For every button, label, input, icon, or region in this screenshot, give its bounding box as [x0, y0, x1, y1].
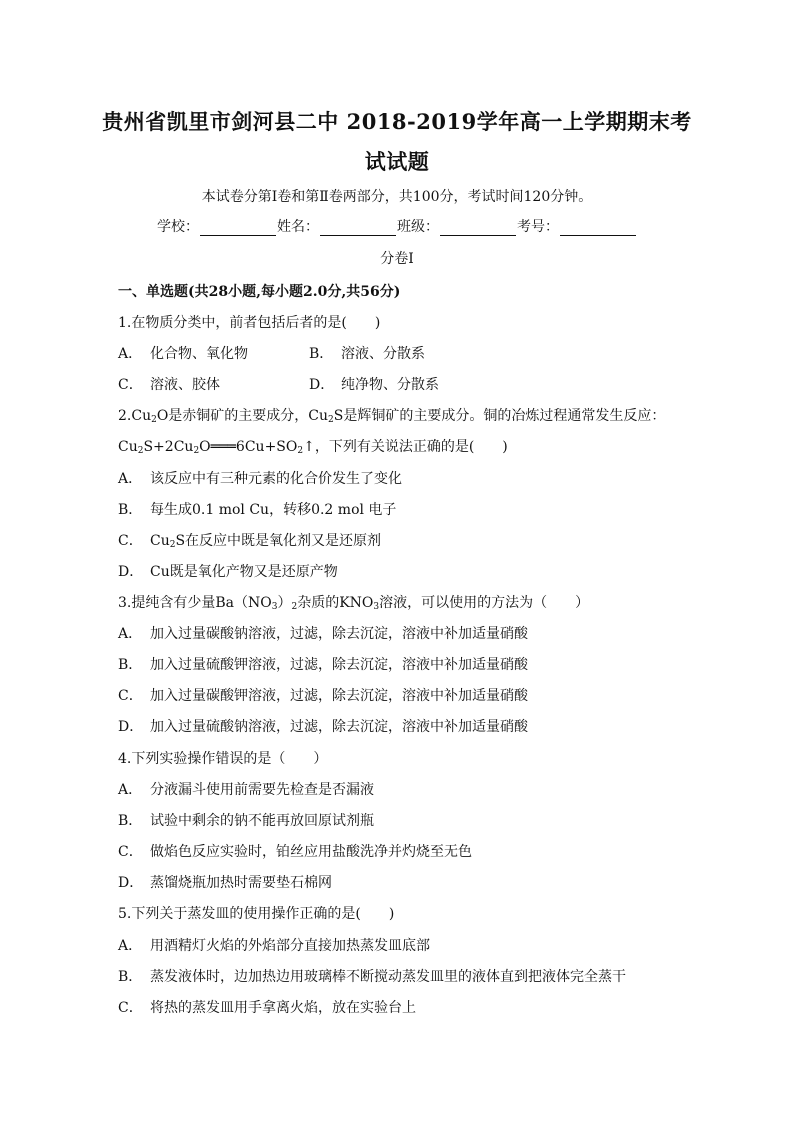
question-1-options-row2: [118, 374, 500, 394]
question-1-options-row1: [118, 343, 500, 363]
q2-option-b[interactable]: B． 每生成0.1 mol Cu，转移0.2 mol 电子: [118, 502, 397, 518]
q3-option-c[interactable]: C． 加入过量碳酸钾溶液，过滤，除去沉淀，溶液中补加适量硝酸: [118, 688, 528, 704]
q2-option-a[interactable]: A． 该反应中有三种元素的化合价发生了变化: [118, 471, 402, 487]
question-1-stem: 1.在物质分类中，前者包括后者的是( ): [118, 315, 381, 331]
number-blank[interactable]: [560, 221, 636, 236]
q4-option-a[interactable]: A． 分液漏斗使用前需要先检查是否漏液: [118, 782, 374, 798]
q4-option-d[interactable]: D． 蒸馏烧瓶加热时需要垫石棉网: [118, 875, 332, 891]
q1-option-c[interactable]: C． 溶液、胶体: [118, 377, 220, 393]
question-2-stem: $2.Cu_2O$是赤铜矿的主要成分，$Cu_2S$是辉铜矿的主要成分。铜的冶炼过程通常发生反应：: [118, 408, 666, 425]
q2-option-c[interactable]: C． $Cu_2S$在反应中既是氧化剂又是还原剂: [118, 533, 382, 550]
q1-option-b[interactable]: B． 溶液、分散系: [309, 346, 425, 362]
q1-option-d[interactable]: D． 纯净物、分散系: [309, 377, 439, 393]
exam-intro: 本试卷分第Ⅰ卷和第Ⅱ卷两部分，共100分，考试时间120分钟。: [201, 189, 593, 205]
q5-option-b[interactable]: B． 蒸发液体时，边加热边用玻璃棒不断搅动蒸发皿里的液体直到把液体完全蒸干: [118, 969, 626, 985]
q3-option-b[interactable]: B． 加入过量硫酸钾溶液，过滤，除去沉淀，溶液中补加适量硝酸: [118, 657, 528, 673]
name-label: 姓名：: [277, 219, 319, 235]
exam-title-line1: 贵州省凯里市剑河县二中 2018-2019学年高一上学期期末考: [102, 109, 692, 134]
volume-label: 分卷I: [380, 251, 414, 267]
section-heading: 一、单选题(共28小题,每小题2.0分,共56分): [118, 284, 401, 300]
class-label: 班级：: [397, 219, 439, 235]
number-label: 考号：: [517, 219, 559, 235]
question-2-equation: $Cu_2S+2Cu_2O═══6Cu+SO_2↑$，下列有关说法正确的是( ): [118, 439, 508, 456]
q3-option-d[interactable]: D． 加入过量硫酸钠溶液，过滤，除去沉淀，溶液中补加适量硝酸: [118, 719, 528, 735]
q4-option-c[interactable]: C． 做焰色反应实验时，铂丝应用盐酸洗净并灼烧至无色: [118, 844, 472, 860]
q3-option-a[interactable]: A． 加入过量碳酸钠溶液，过滤，除去沉淀，溶液中补加适量硝酸: [118, 626, 528, 642]
q5-option-c[interactable]: C． 将热的蒸发皿用手拿离火焰，放在实验台上: [118, 1000, 416, 1016]
q1-option-a[interactable]: A． 化合物、氧化物: [118, 346, 248, 362]
q4-option-b[interactable]: B． 试验中剩余的钠不能再放回原试剂瓶: [118, 813, 374, 829]
question-4-stem: 4.下列实验操作错误的是（ ）: [118, 751, 328, 767]
school-blank[interactable]: [200, 221, 276, 236]
question-3-stem: 3.提纯含有少量$Ba(NO_3)_2$杂质的$KNO_3$溶液，可以使用的方法为（ ）: [118, 595, 590, 612]
q2-option-d[interactable]: D． Cu既是氧化产物又是还原产物: [118, 564, 338, 580]
name-blank[interactable]: [320, 221, 396, 236]
exam-title-line2: 试试题: [364, 149, 430, 174]
question-5-stem: 5.下列关于蒸发皿的使用操作正确的是( ): [118, 906, 395, 922]
class-blank[interactable]: [440, 221, 516, 236]
q5-option-a[interactable]: A． 用酒精灯火焰的外焰部分直接加热蒸发皿底部: [118, 938, 430, 954]
school-label: 学校：: [157, 219, 199, 235]
student-info-fields: [0, 216, 794, 236]
